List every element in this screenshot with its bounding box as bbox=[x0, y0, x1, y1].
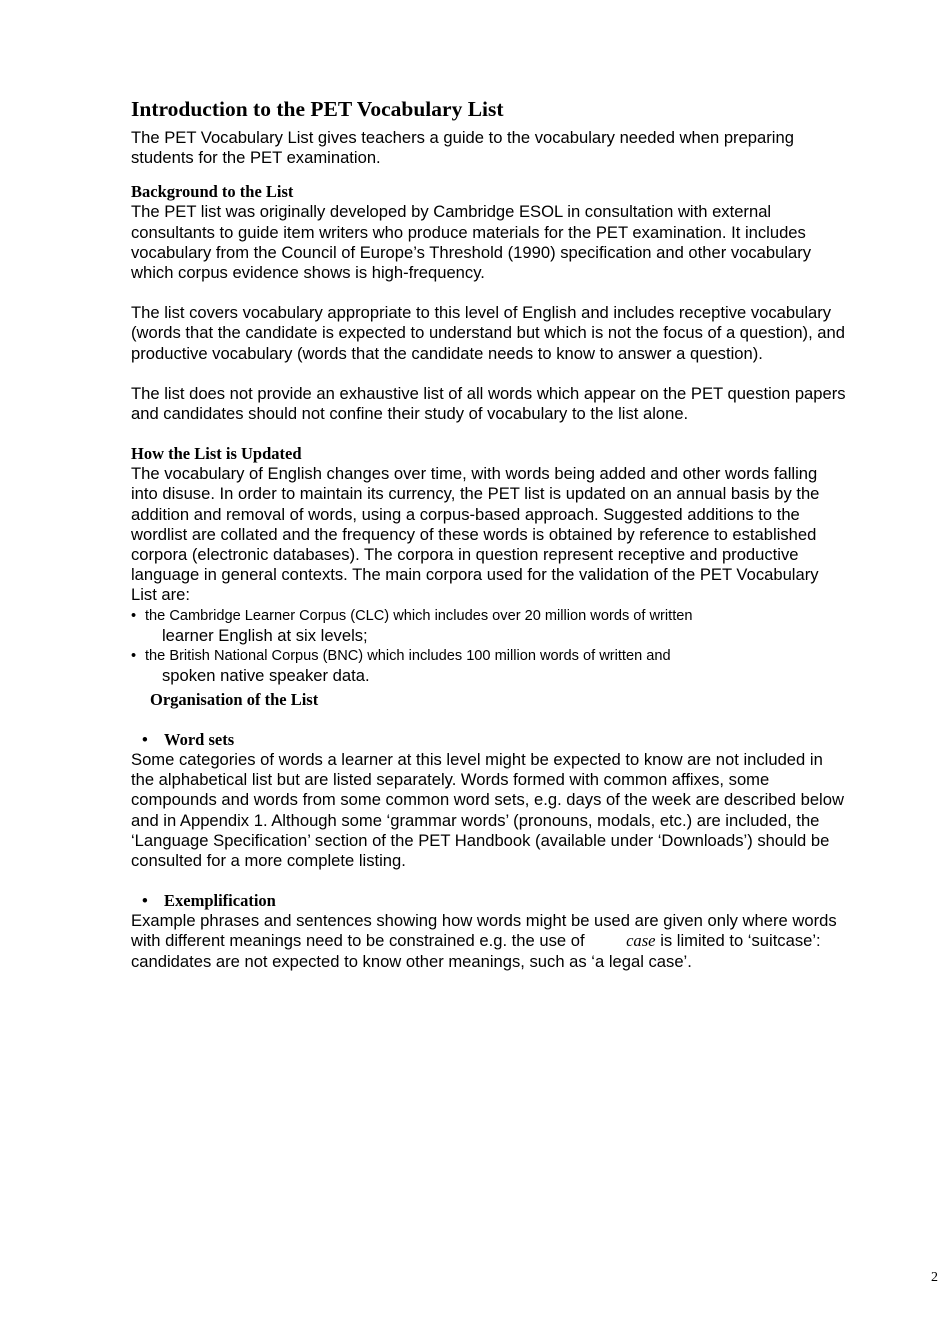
exemplification-paragraph bbox=[131, 911, 846, 972]
bullet-line: the Cambridge Learner Corpus (CLC) which includes over 20 million words of written bbox=[145, 607, 693, 624]
intro-paragraph: The PET Vocabulary List gives teachers a guide to the vocabulary needed when preparing students for the PET examination. bbox=[131, 128, 794, 168]
bullet-marker: • bbox=[131, 607, 137, 624]
page-title: Introduction to the PET Vocabulary List bbox=[131, 97, 504, 121]
spacer bbox=[131, 168, 846, 182]
exemplification-heading-text: Exemplification bbox=[164, 891, 276, 911]
bullet-marker: • bbox=[131, 647, 137, 664]
bullet-line: the British National Corpus (BNC) which includes 100 million words of written and bbox=[145, 647, 671, 664]
spacer bbox=[131, 283, 846, 303]
spacer bbox=[131, 871, 846, 891]
updated-heading: How the List is Updated bbox=[131, 444, 302, 464]
italic-term: case bbox=[626, 931, 656, 951]
updated-paragraph: The vocabulary of English changes over time, with words being added and other words falling into disuse. In order to maintain its currency, the PET list is updated on an annual basis by the addition and removal of words, using a corpus-based approach. Suggested additions to the wordlist are collated and the frequency of these words is obtained by reference to established corpora (electronic databases). The corpora in question represent receptive and productive language in general contexts. The main corpora used for the validation of the PET Vocabulary List are: bbox=[131, 464, 820, 605]
exemplification-heading bbox=[131, 891, 846, 911]
exemplification-text-after: is limited to ‘suitcase’: candidates are not expected to know other meanings, such as ‘a legal case’. bbox=[131, 931, 821, 971]
background-paragraph-3: The list does not provide an exhaustive list of all words which appear on the PET question papers and candidates should not confine their study of vocabulary to the list alone. bbox=[131, 383, 846, 424]
list-item bbox=[131, 606, 846, 646]
bullet-marker: • bbox=[142, 892, 148, 911]
word-sets-paragraph: Some categories of words a learner at this level might be expected to know are not included in the alphabetical list but are listed separately. Words formed with common affixes, some compounds and words from some common word sets, e.g. days of the week are described below and in Appendix 1. Although some ‘grammar words’ (pronouns, modals, etc.) are included, the ‘Language Specification’ section of the PET Handbook (available under ‘Downloads’) should be consulted for a more complete listing. bbox=[131, 750, 844, 871]
spacer bbox=[131, 424, 846, 444]
bullet-continuation: spoken native speaker data. bbox=[162, 665, 370, 685]
spacer bbox=[131, 710, 846, 730]
organisation-heading: Organisation of the List bbox=[150, 690, 319, 710]
bullet-continuation: learner English at six levels; bbox=[162, 625, 368, 645]
list-item bbox=[131, 646, 846, 686]
page-number: 2 bbox=[931, 1270, 938, 1285]
word-sets-heading-text: Word sets bbox=[164, 730, 235, 750]
background-heading: Background to the List bbox=[131, 182, 294, 202]
background-paragraph-2: The list covers vocabulary appropriate to this level of English and includes receptive vocabulary (words that the candidate is expected to understand but which is not the focus of a question), and productive vocabulary (words that the candidate needs to know to answer a question). bbox=[131, 303, 845, 363]
exemplification-text-before: Example phrases and sentences showing how words might be used are given only where words with different meanings need to be constrained e.g. the use of bbox=[131, 911, 837, 951]
corpus-bullet-list bbox=[131, 606, 846, 686]
spacer bbox=[131, 364, 846, 384]
bullet-marker: • bbox=[142, 731, 148, 750]
document-page bbox=[131, 96, 846, 972]
word-sets-heading bbox=[131, 730, 846, 750]
background-paragraph-1: The PET list was originally developed by Cambridge ESOL in consultation with external consultants to guide item writers who produce materials for the PET examination. It includes vocabulary from the Council of Europe’s Threshold (1990) specification and other vocabulary which corpus evidence shows is high-frequency. bbox=[131, 202, 812, 283]
